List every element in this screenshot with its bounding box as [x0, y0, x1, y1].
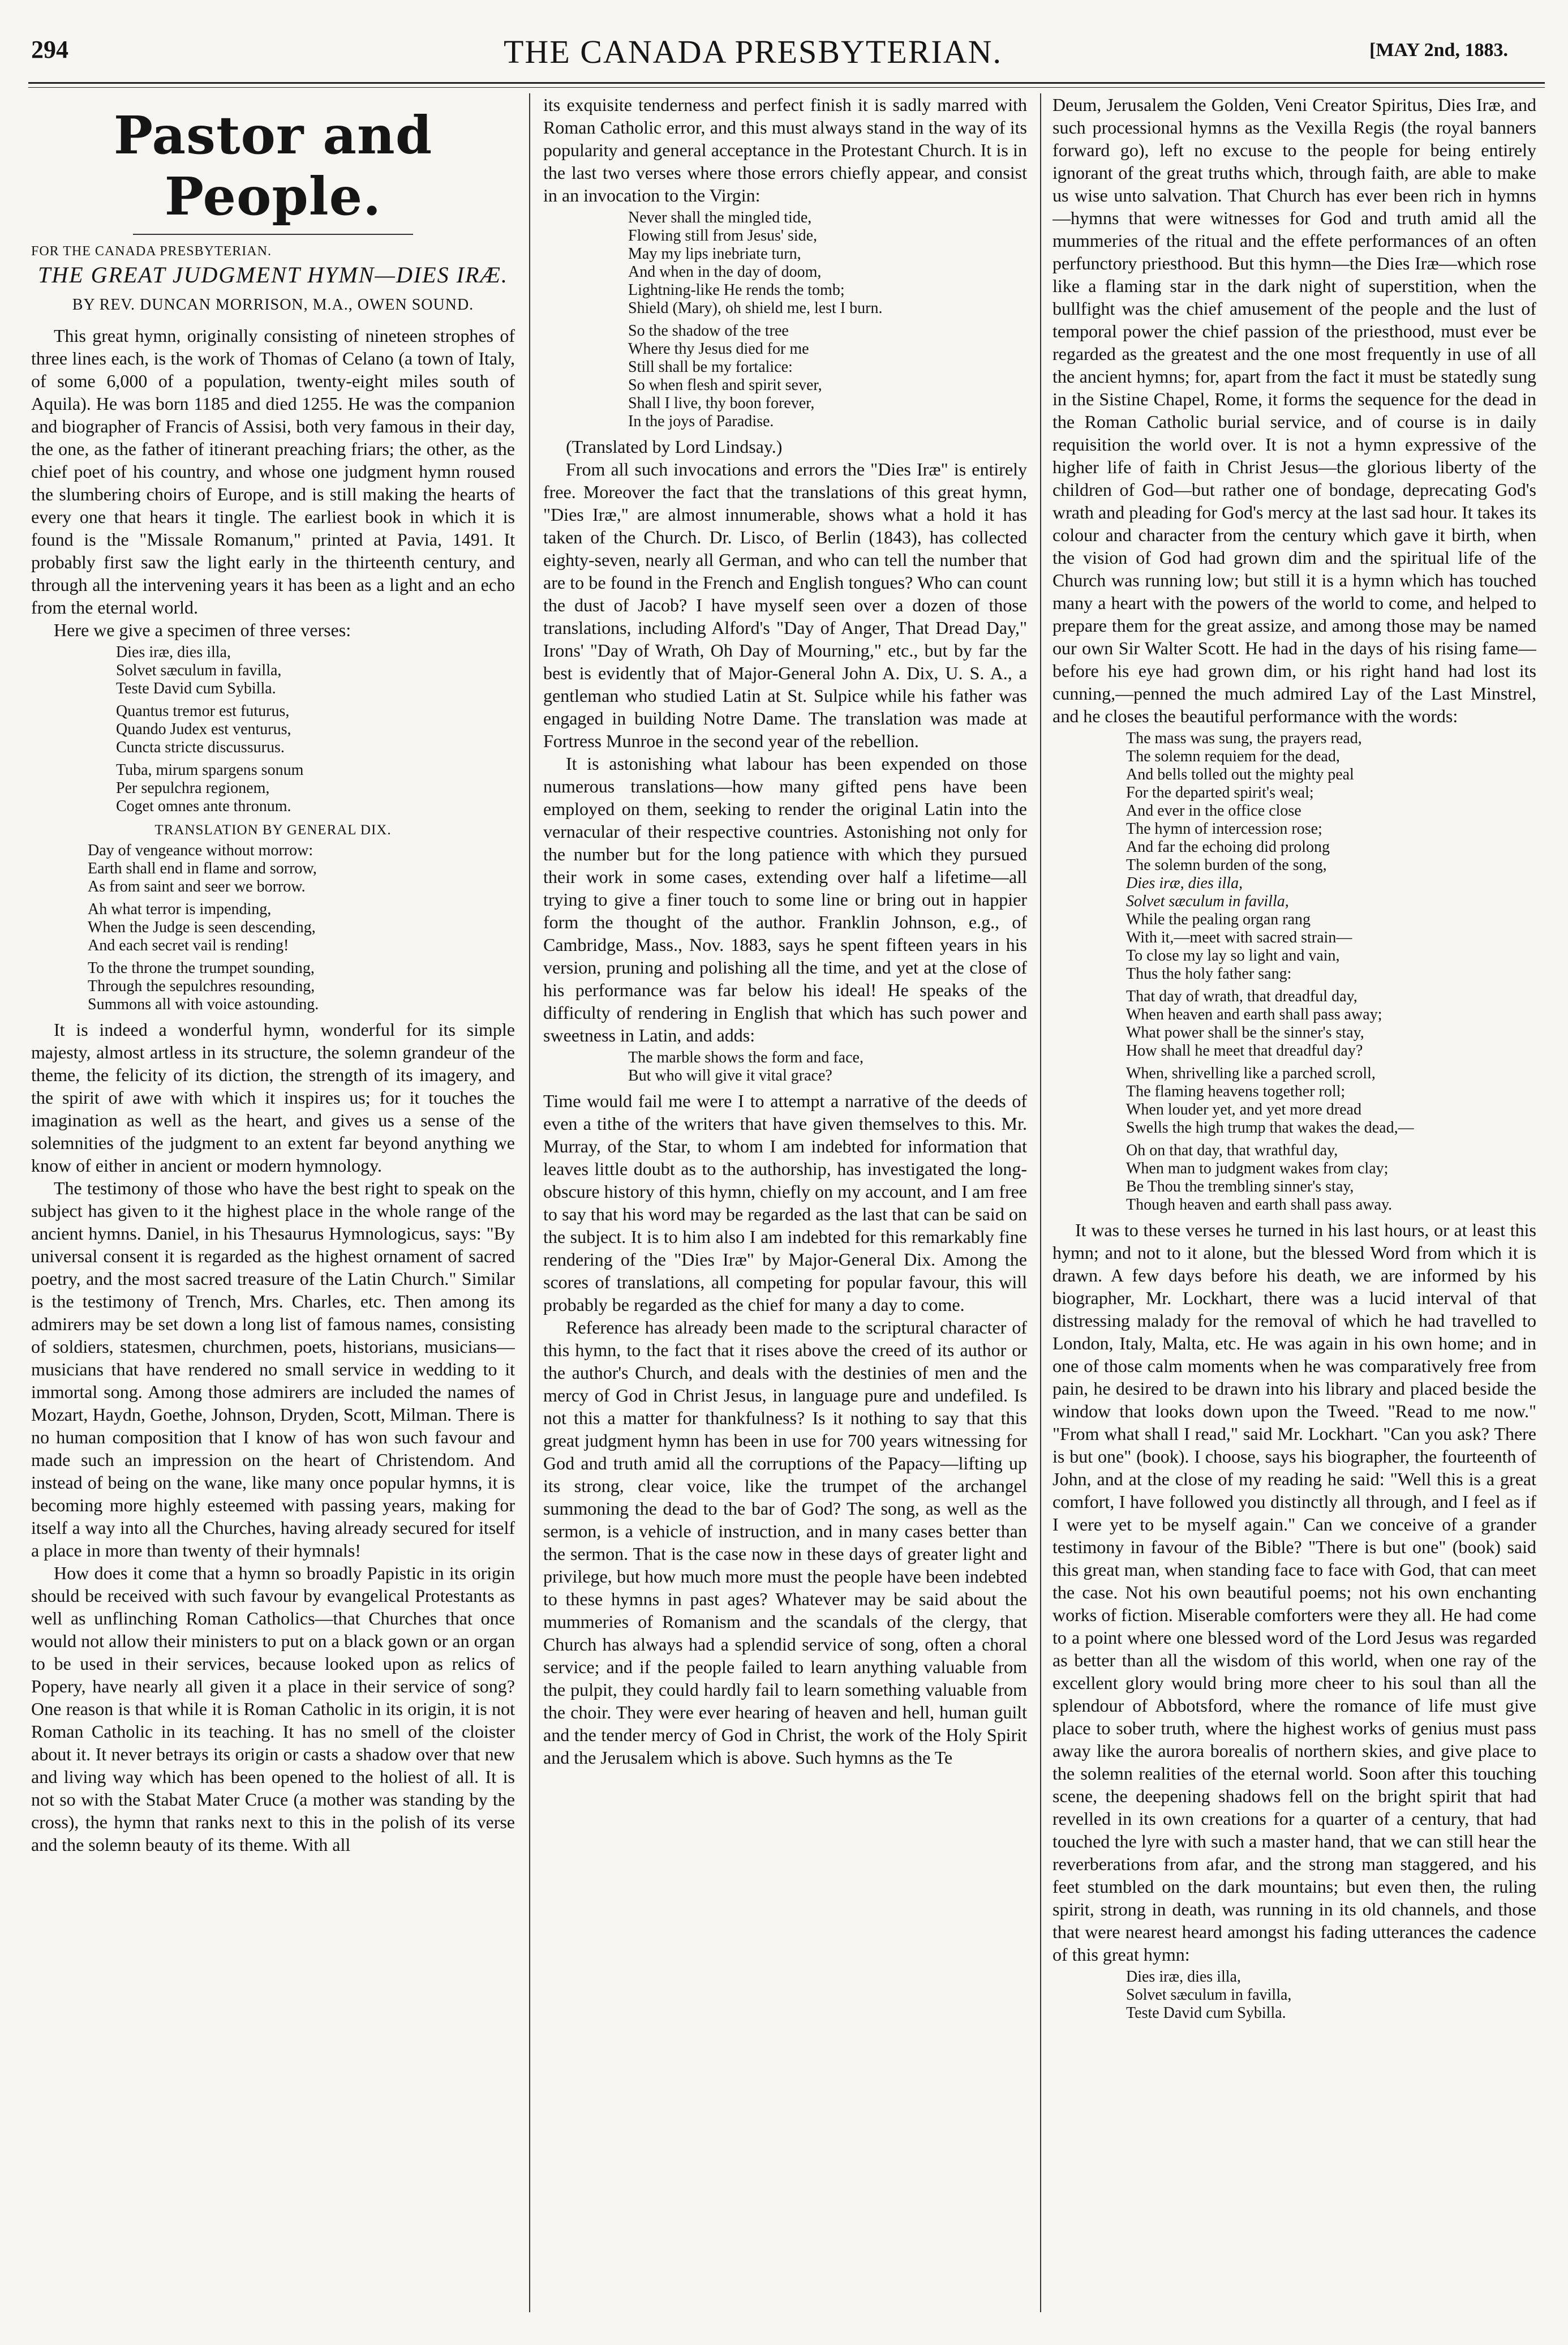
verse-line: Tuba, mirum spargens sonum	[116, 761, 304, 779]
verse-line: And ever in the office close	[1126, 802, 1301, 820]
verse-line: Solvet sæculum in favilla,	[1126, 893, 1289, 910]
verse-line: So when flesh and spirit sever,	[628, 376, 822, 394]
paragraph: How does it come that a hymn so broadly Papistic in its origin should be received with such favour by evangelical Protestants as well as unflinching Roman Catholics—that Churches that once would not allow their ministers to put on a black gown or an organ to be used in their services, because looked upon as relics of Popery, have nearly all given it a place in their service of song? One reason is that while it is Roman Catholic in its origin, it is not Roman Catholic in its teaching. It has no smell of the cloister about it. It never betrays its origin or casts a shadow over that new and living way which has been opened to the holiest of all. It is not so with the Stabat Mater Cruce (a mother was standing by the cross), the hymn that ranks next to this in the polish of its verse and the solemn beauty of its theme. With all	[31, 1563, 515, 1855]
verse-line: Dies iræ, dies illa,	[1126, 874, 1243, 892]
verse-line: Thus the holy father sang:	[1126, 965, 1292, 983]
verse-line: Oh on that day, that wrathful day,	[1126, 1142, 1338, 1159]
section-title: Pastor and People.	[113, 105, 433, 227]
verse-line: The flaming heavens together roll;	[1126, 1083, 1346, 1100]
verse-line: Be Thou the trembling sinner's stay,	[1126, 1178, 1354, 1195]
verse-line: When the Judge is seen descending,	[88, 919, 316, 936]
verse-line: How shall he meet that dreadful day?	[1126, 1042, 1363, 1060]
verse-line: In the joys of Paradise.	[628, 413, 774, 430]
verse-line: Teste David cum Sybilla.	[1126, 2004, 1286, 2022]
divider	[133, 234, 413, 235]
closing-verse	[1126, 1968, 1536, 2022]
virgin-verse-1	[628, 209, 1027, 318]
verse-line: What power shall be the sinner's stay,	[1126, 1024, 1364, 1041]
verse-line: And far the echoing did prolong	[1126, 838, 1330, 856]
verse-line: When, shrivelling like a parched scroll,	[1126, 1065, 1376, 1082]
verse-line: Teste David cum Sybilla.	[116, 680, 276, 697]
verse-line: The marble shows the form and face,	[628, 1049, 864, 1066]
column-1	[31, 93, 515, 2312]
quote-verse	[628, 1049, 1027, 1085]
column-2	[543, 93, 1027, 2312]
paragraph: Here we give a specimen of three verses:	[54, 620, 351, 640]
verse-line: Solvet sæculum in favilla,	[116, 662, 282, 679]
verse-line: But who will give it vital grace?	[628, 1067, 832, 1084]
translation-heading: TRANSLATION BY GENERAL DIX.	[154, 822, 392, 838]
verse-line: To close my lay so light and vain,	[1126, 947, 1340, 964]
verse-line: While the pealing organ rang	[1126, 911, 1311, 928]
verse-line: Though heaven and earth shall pass away.	[1126, 1196, 1393, 1214]
english-verse-1	[88, 842, 515, 896]
verse-line: Lightning-like He rends the tomb;	[628, 281, 845, 299]
verse-line: The mass was sung, the prayers read,	[1126, 730, 1362, 747]
verse-line: Swells the high trump that wakes the dead,—	[1126, 1119, 1414, 1137]
verse-line: Quando Judex est venturus,	[116, 721, 291, 738]
scott-poem-1	[1126, 730, 1536, 983]
verse-line: Per sepulchra regionem,	[116, 779, 270, 797]
verse-line: And each secret vail is rending!	[88, 937, 289, 954]
verse-line: Cuncta stricte discussurus.	[116, 739, 285, 756]
paragraph: The testimony of those who have the best right to speak on the subject has given to it the highest place in the whole range of the ancient hymns. Daniel, in his Thesaurus Hymnologicus, says: "By universal consent it is regarded as the highest ornament of sacred poetry, and the most sacred treasure of the Latin Church." Similar is the testimony of Trench, Mrs. Charles, etc. Then among its admirers may be set down a long list of famous names, consisting of soldiers, statesmen, churchmen, poets, historians, musicians—musicians that have rendered no small service in wedding to it immortal song. Among those admirers are included the names of Mozart, Haydn, Goethe, Johnson, Dryden, Scott, Milman. There is no human composition that I know of has won such favour and made such an impression on the heart of Christendom. And instead of being on the wane, like many once popular hymns, it is becoming more highly esteemed with passing years, making for itself a way into all the Churches, having already secured for itself a place in more than twenty of their hymnals!	[31, 1178, 515, 1561]
column-divider	[1040, 93, 1041, 2312]
verse-line: Coget omnes ante thronum.	[116, 798, 291, 815]
verse-line: For the departed spirit's weal;	[1126, 784, 1314, 801]
paragraph: It was to these verses he turned in his last hours, or at least this hymn; and not to it alone, but the blessed Word from which it is drawn. A few days before his death, we are informed by his biographer, Mr. Lockhart, there was a lucid interval of that distressing malady for the removal of which he had travelled to London, Italy, Malta, etc. He was again in his own home; and in one of those calm moments when he was comparatively free from pain, he desired to be drawn into his library and placed beside the window that looks down upon the Tweed. "Read to me now." "From what shall I read," said Mr. Lockhart. "Can you ask? There is but one" (book). I choose, says his biographer, the fourteenth of John, and at the close of my reading he said: "Well this is a great comfort, I have followed you distinctly all through, and I feel as if I were yet to be myself again." Can we conceive of a grander testimony in favour of the Bible? "There is but one" (book) said this great man, when standing face to face with God, that can meet the case. Not his own beautiful poems; not his own enchanting works of fiction. Miserable comforters were they all. He had come to a point where one blessed word of the Lord Jesus was regarded as better than all the wisdom of this world, when one ray of the excellent glory would bring more cheer to his soul than all the splendour of Abbotsford, where the romance of life must give place to sober truth, where the highest works of genius must pass away like the aurora borealis of northern skies, and give place to the solemn realities of the eternal world. Soon after this touching scene, the deepening shadows fell on the bright spirit that had revelled in its own creations for a quarter of a century, that had touched the lyre with such a master hand, that we can still hear the reverberations from afar, and the strong man staggered, and his feet stumbled on the dark mountains; but even then, the ruling spirit, strong in death, was running in its old channels, and those that were nearest heard amongst his fading utterances the cadence of this great hymn:	[1053, 1220, 1536, 1965]
article-title: THE GREAT JUDGMENT HYMN—DIES IRÆ.	[38, 262, 508, 288]
verse-line: With it,—meet with sacred strain—	[1126, 929, 1352, 946]
scott-poem-2	[1126, 988, 1536, 1060]
verse-line: Dies iræ, dies illa,	[1126, 1968, 1241, 1986]
paragraph: It is indeed a wonderful hymn, wonderful for its simple majesty, almost artless in its structure, the solemn grandeur of the theme, the felicity of its diction, the strength of its imagery, and the spirit of awe with which it inspires us; for it touches the imagination as well as the heart, and gives us a sense of the solemnities of the judgment to an extent far beyond anything we know of either in ancient or modern hymnology.	[31, 1019, 515, 1176]
verse-line: Where thy Jesus died for me	[628, 340, 809, 358]
verse-line: That day of wrath, that dreadful day,	[1126, 988, 1357, 1005]
verse-line: Shall I live, thy boon forever,	[628, 395, 815, 412]
latin-verse-3	[116, 761, 515, 816]
for-line: FOR THE CANADA PRESBYTERIAN.	[31, 244, 272, 259]
page-number: 294	[31, 36, 68, 63]
verse-line: And when in the day of doom,	[628, 263, 822, 281]
verse-line: Through the sepulchres resounding,	[88, 978, 315, 995]
verse-line: Dies iræ, dies illa,	[116, 644, 231, 661]
verse-line: The hymn of intercession rose;	[1126, 820, 1322, 838]
paragraph: From all such invocations and errors the "Dies Iræ" is entirely free. Moreover the fact that the translations of this great hymn, "Dies Iræ," are almost innumerable, shows what a hold it has taken of the Church. Dr. Lisco, of Berlin (1843), has collected eighty-seven, nearly all German, and who can tell the number that are to be found in the French and English tongues? Who can count the dust of Jacob? I have myself seen over a dozen of those translations, including Alford's "Day of Anger, That Dread Day," Irons' "Day of Wrath, Oh Day of Mourning," etc., but by far the best is evidently that of Major-General John A. Dix, U. S. A., a gentleman who studied Latin at St. Sulpice while his father was engaged in building Notre Dame. The translation was made at Fortress Munroe in the second year of the rebellion.	[543, 459, 1027, 751]
scott-poem-3	[1126, 1065, 1536, 1137]
paragraph: This great hymn, originally consisting of nineteen strophes of three lines each, is the work of Thomas of Celano (a town of Italy, of some 6,000 of a population, twenty-eight miles south of Aquila). He was born 1185 and died 1255. He was the companion and biographer of Francis of Assisi, both very famous in their day, the one, as the father of itinerant preaching friars; the other, as the chief poet of his country, and whose one judgment hymn roused the slumbering choirs of Europe, and is still making the hearts of every one that hears it tingle. The earliest book in which it is found is the "Missale Romanum," printed at Pavia, 1491. It probably first saw the light early in the thirteenth century, and through all the intervening years it has been as a light and an echo from the eternal world.	[31, 325, 515, 618]
latin-verse-1	[116, 644, 515, 698]
paragraph: It is astonishing what labour has been expended on those numerous translations—how many gifted pens have been employed on them, seeking to render the original Latin into the vernacular of their respective countries. Astonishing not only for the number but for the long patience with which they pursued their work in some cases, extending over half a lifetime—all trying to give a finer touch to some line or bring out in happier form the thought of the author. Franklin Johnson, e.g., of Cambridge, Mass., Nov. 1883, says he spent fifteen years in his version, pruning and polishing all the time, and yet at the close of his performance was far below his ideal! He speaks of the difficulty of rendering in English that which has such power and sweetness in Latin, and adds:	[543, 753, 1027, 1045]
verse-line: So the shadow of the tree	[628, 322, 789, 340]
header-rule	[28, 82, 1545, 88]
latin-verse-2	[116, 702, 515, 757]
translator-note: (Translated by Lord Lindsay.)	[566, 436, 783, 457]
verse-line: When man to judgment wakes from clay;	[1126, 1160, 1389, 1177]
verse-line: May my lips inebriate turn,	[628, 245, 801, 263]
page-header	[0, 0, 1568, 85]
verse-line: When heaven and earth shall pass away;	[1126, 1006, 1382, 1023]
paragraph: Deum, Jerusalem the Golden, Veni Creator Spiritus, Dies Iræ, and such processional hymns as the Vexilla Regis (the royal banners forward go), left no excuse to the people for being entirely ignorant of the great truths which, through faith, are able to make us wise unto salvation. That Church has ever been rich in hymns—hymns that were witnesses for God and truth amid all the mummeries of the ritual and the effete performances of an often perfunctory priesthood. But this hymn—the Dies Iræ—which rose like a flaming star in the dark night of superstition, when the bullfight was the chief amusement of the people and the lust of temporal power the chief passion of the priesthood, must ever be regarded as the greatest and the one most frequently in use of all the ancient hymns; for, apart from the fact it must be statedly sung in the Sistine Chapel, Rome, it forms the sequence for the dead in the Roman Catholic burial service, and of course is in daily requisition the world over. It is not a hymn expressive of the higher life of faith in Christ Jesus—the glorious liberty of the children of God—but rather one of bondage, deprecating God's wrath and pleading for God's mercy at the last sad hour. It takes its colour and character from the century which gave it birth, when the vision of God had grown dim and the spiritual life of the Church was running low; but still it is a hymn which has touched many a heart with the powers of the world to come, and helped to prepare them for the great assize, and among those may be named our own Sir Walter Scott. He had in the days of his rising fame—before his eye had grown dim, or his right hand had lost its cunning,—penned the much admired Lay of the Last Minstrel, and he closes the beautiful performance with the words:	[1053, 95, 1536, 726]
verse-line: And bells tolled out the mighty peal	[1126, 766, 1354, 783]
issue-date: [MAY 2nd, 1883.	[1369, 40, 1508, 61]
virgin-verse-2	[628, 322, 1027, 431]
verse-line: The solemn burden of the song,	[1126, 856, 1327, 874]
verse-line: Solvet sæculum in favilla,	[1126, 1986, 1292, 2004]
paragraph: Time would fail me were I to attempt a narrative of the deeds of even a tithe of the writers that have given themselves to this. Mr. Murray, of the Star, to whom I am indebted for information that leaves little doubt as to the authorship, has investigated the long-obscure history of this hymn, chiefly on my account, and I am free to say that his word may be regarded as the last that can be said on the subject. It is to him also I am indebted for this remarkably fine rendering of the "Dies Iræ" by Major-General Dix. Among the scores of translations, all competing for popular favour, this will probably be regarded as the chief for many a day to come.	[543, 1091, 1027, 1315]
verse-line: Quantus tremor est futurus,	[116, 702, 290, 720]
english-verse-3	[88, 959, 515, 1014]
verse-line: Day of vengeance without morrow:	[88, 842, 313, 859]
verse-line: Earth shall end in flame and sorrow,	[88, 860, 317, 877]
paragraph: its exquisite tenderness and perfect finish it is sadly marred with Roman Catholic error, and this must always stand in the way of its popularity and general acceptance in the Protestant Church. It is in the last two verses where those errors chiefly appear, and consist in an invocation to the Virgin:	[543, 95, 1027, 205]
column-3	[1053, 93, 1536, 2312]
verse-line: Never shall the mingled tide,	[628, 209, 812, 226]
newspaper-title: THE CANADA PRESBYTERIAN.	[504, 33, 1002, 70]
verse-line: As from saint and seer we borrow.	[88, 878, 306, 895]
english-verse-2	[88, 901, 515, 955]
verse-line: Shield (Mary), oh shield me, lest I burn.	[628, 299, 883, 317]
verse-line: When louder yet, and yet more dread	[1126, 1101, 1361, 1118]
verse-line: Still shall be my fortalice:	[628, 358, 793, 376]
paragraph: Reference has already been made to the scriptural character of this hymn, to the fact that it rises above the creed of its author or the author's Church, and deals with the destinies of men and the mercy of God in Christ Jesus, in language pure and undefiled. Is not this a matter for thankfulness? Is it nothing to say that this great judgment hymn has been in use for 700 years witnessing for God and truth amid all the corruptions of the Papacy—lifting up its strong, clear voice, like the trumpet of the archangel summoning the dead to the bar of God? The song, as well as the sermon, is a vehicle of instruction, and in many cases better than the sermon. That is the case now in these days of greater light and privilege, but how much more must the people have been indebted to these hymns in past ages? Whatever may be said about the mummeries of Romanism and the scandals of the clergy, that Church has always had a splendid service of song, often a choral service; and if the people failed to learn anything valuable from the pulpit, they could hardly fail to learn something valuable from the choir. They were ever hearing of heaven and hell, human guilt and the tender mercy of God in Christ, the work of the Holy Spirit and the Jerusalem which is above. Such hymns as the Te	[543, 1317, 1027, 1768]
verse-line: To the throne the trumpet sounding,	[88, 959, 315, 977]
verse-line: Summons all with voice astounding.	[88, 996, 319, 1013]
verse-line: Flowing still from Jesus' side,	[628, 227, 818, 245]
byline: BY REV. DUNCAN MORRISON, M.A., OWEN SOUND.	[72, 296, 474, 314]
verse-line: Ah what terror is impending,	[88, 901, 272, 918]
verse-line: The solemn requiem for the dead,	[1126, 748, 1340, 765]
column-divider	[529, 93, 530, 2312]
scott-poem-4	[1126, 1142, 1536, 1214]
